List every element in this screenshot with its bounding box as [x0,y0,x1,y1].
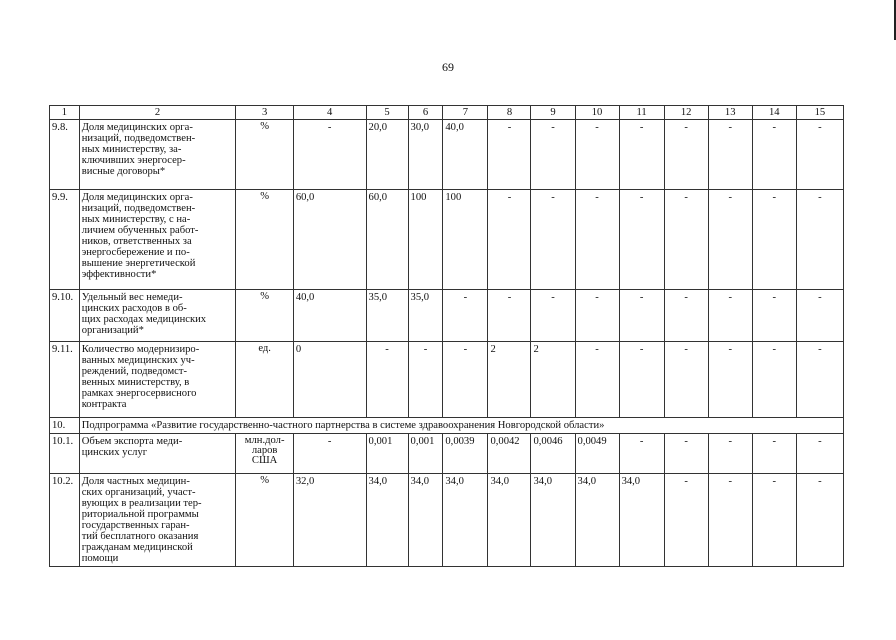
column-number-2: 2 [79,106,236,120]
value-cell: 20,0 [366,120,408,190]
column-number-14: 14 [752,106,796,120]
column-number-8: 8 [488,106,531,120]
value-cell: - [708,474,752,567]
indicator-name: Объем экспорта меди- цинских услуг [79,434,236,474]
value-cell: - [366,342,408,418]
value-cell: - [664,290,708,342]
section-row [50,418,844,434]
header-row [50,106,844,120]
value-cell: - [443,342,488,418]
value-cell: 2 [488,342,531,418]
value-cell: - [575,342,619,418]
table-row [50,120,844,190]
value-cell: - [575,290,619,342]
value-cell: 34,0 [531,474,575,567]
value-cell: 0,0049 [575,434,619,474]
value-cell: - [293,120,366,190]
table-row [50,190,844,290]
indicator-name: Доля частных медицин- ских организаций, участ- вующих в реализации тер- риториальной программы государственных гаран- тий бесплатного оказания гражданам медицинской помощи [79,474,236,567]
value-cell: 40,0 [443,120,488,190]
value-cell: - [664,342,708,418]
row-id: 10.2. [50,474,80,567]
value-cell: - [619,434,664,474]
column-number-13: 13 [708,106,752,120]
value-cell: 35,0 [408,290,443,342]
value-cell: - [664,434,708,474]
value-cell: - [575,190,619,290]
row-id: 10. [50,418,80,434]
value-cell: 0,001 [366,434,408,474]
page-number: 69 [442,60,454,74]
column-number-15: 15 [796,106,843,120]
value-cell: - [796,190,843,290]
value-cell: 34,0 [619,474,664,567]
row-id: 10.1. [50,434,80,474]
value-cell: 0,001 [408,434,443,474]
column-number-3: 3 [236,106,293,120]
value-cell: - [664,190,708,290]
value-cell: 100 [443,190,488,290]
value-cell: - [796,120,843,190]
value-cell: 32,0 [293,474,366,567]
value-cell: - [619,342,664,418]
value-cell: - [752,190,796,290]
value-cell: - [708,342,752,418]
value-cell: 100 [408,190,443,290]
value-cell: 40,0 [293,290,366,342]
indicator-name: Удельный вес немеди- цинских расходов в об- щих расходах медицинских организаций* [79,290,236,342]
indicator-name: Количество модернизиро- ванных медицинских уч- реждений, подведомст- венных министерству, в рамках энергосервисного контракта [79,342,236,418]
value-cell: 35,0 [366,290,408,342]
value-cell: - [796,474,843,567]
value-cell: - [619,120,664,190]
value-cell: 34,0 [488,474,531,567]
column-number-6: 6 [408,106,443,120]
value-cell: - [708,120,752,190]
column-number-10: 10 [575,106,619,120]
column-number-9: 9 [531,106,575,120]
value-cell: 60,0 [366,190,408,290]
value-cell: - [752,120,796,190]
table-row [50,474,844,567]
column-number-1: 1 [50,106,80,120]
value-cell: 34,0 [408,474,443,567]
table-row [50,342,844,418]
column-number-7: 7 [443,106,488,120]
value-cell: - [708,290,752,342]
value-cell: - [488,190,531,290]
section-title: Подпрограмма «Развитие государственно-частного партнерства в системе здравоохранения Новгородской области» [79,418,843,434]
column-number-12: 12 [664,106,708,120]
value-cell: - [664,474,708,567]
value-cell: - [619,190,664,290]
value-cell: 0,0042 [488,434,531,474]
unit-of-measure: % [236,290,293,342]
value-cell: 0,0039 [443,434,488,474]
row-id: 9.9. [50,190,80,290]
column-number-11: 11 [619,106,664,120]
value-cell: 2 [531,342,575,418]
row-id: 9.8. [50,120,80,190]
value-cell: - [488,290,531,342]
value-cell: 0 [293,342,366,418]
unit-of-measure: млн.дол- ларов США [236,434,293,474]
unit-of-measure: % [236,120,293,190]
value-cell: - [796,434,843,474]
value-cell: - [796,290,843,342]
value-cell: 34,0 [443,474,488,567]
value-cell: - [443,290,488,342]
table-row [50,290,844,342]
value-cell: - [752,474,796,567]
table-row [50,434,844,474]
value-cell: 30,0 [408,120,443,190]
column-number-5: 5 [366,106,408,120]
value-cell: - [531,120,575,190]
value-cell: - [293,434,366,474]
value-cell: - [708,434,752,474]
value-cell: - [619,290,664,342]
value-cell: - [488,120,531,190]
row-id: 9.11. [50,342,80,418]
value-cell: 60,0 [293,190,366,290]
indicator-name: Доля медицинских орга- низаций, подведомствен- ных министерству, за- ключивших энергосер- висные договоры* [79,120,236,190]
column-number-4: 4 [293,106,366,120]
value-cell: - [664,120,708,190]
row-id: 9.10. [50,290,80,342]
value-cell: - [531,190,575,290]
unit-of-measure: ед. [236,342,293,418]
value-cell: - [408,342,443,418]
value-cell: 0,0046 [531,434,575,474]
value-cell: - [752,434,796,474]
indicator-name: Доля медицинских орга- низаций, подведомствен- ных министерству, с на- личием обученных работ- ников, ответственных за энергосбережение и по- вышение энергетической эффективности* [79,190,236,290]
value-cell: - [752,290,796,342]
value-cell: - [752,342,796,418]
value-cell: - [708,190,752,290]
value-cell: - [575,120,619,190]
value-cell: 34,0 [575,474,619,567]
indicators-table [49,105,844,567]
value-cell: - [531,290,575,342]
value-cell: 34,0 [366,474,408,567]
unit-of-measure: % [236,190,293,290]
unit-of-measure: % [236,474,293,567]
value-cell: - [796,342,843,418]
